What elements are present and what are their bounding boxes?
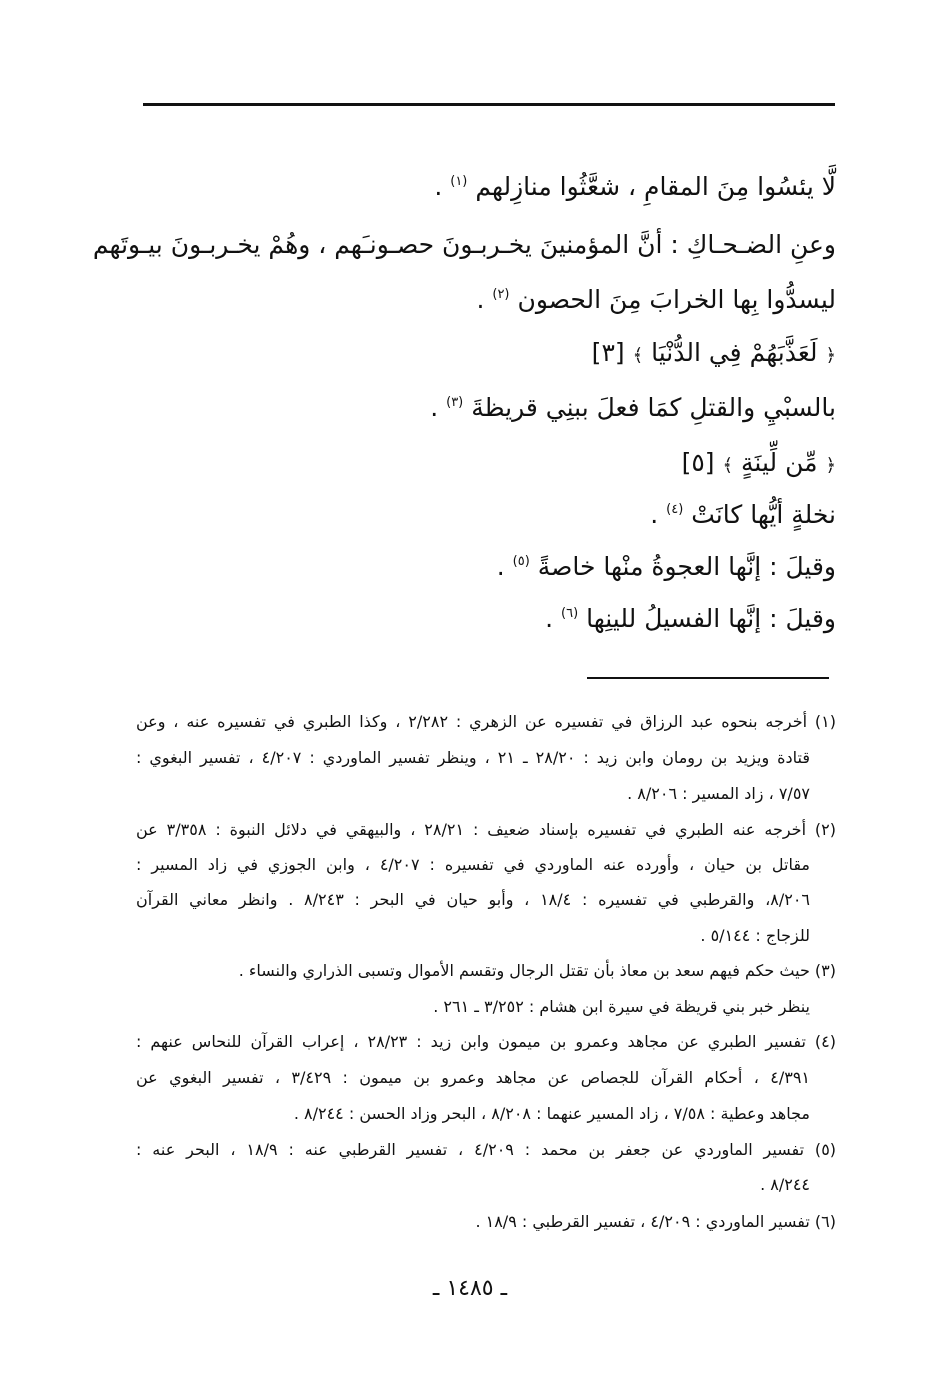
text: نخلةٍ أيُّها كانَتْ [691,500,836,529]
ornate-bracket-close: ﴾ [722,455,734,476]
footnote-2-line-4: للزجاج : ٥/١٤٤ . [700,926,810,945]
period: . [430,393,439,422]
text-line-9 [545,604,836,633]
verse-text: لَعَذَّبَهُمْ فِي الدُّنْيَا [651,338,818,367]
text: بالسبْيِ والقتلِ كمَا فعلَ ببنِي قريظةَ [471,393,836,422]
text-line-7 [650,500,836,529]
footnote-1-line-2: قتادة ويزيد بن رومان وابن زيد : ٢٨/٢٠ ـ ٢١ ، وينظر تفسير الماوردي : ٤/٢٠٧ ، تفسير البغوي : [136,748,811,767]
verse-text: مِّن لِّينَةٍ [741,448,818,477]
verse-number: [٣] [591,338,625,367]
period: . [496,552,505,581]
footnote-ref-1: (١) [450,174,468,189]
verse-number: [٥] [681,448,715,477]
footnote-4-line-2: ٤/٣٩١ ، أحكام القرآن للجصاص عن مجاهد وعمرو بن ميمون : ٣/٤٢٩ ، تفسير البغوي عن [136,1068,810,1087]
text-line-1 [434,172,836,201]
period: . [545,604,554,633]
footnote-4-line-3: مجاهد وعطية : ٧/٥٨ ، زاد المسير عنهما : ٨/٢٠٨ ، البحر وزاد الحسن : ٨/٢٤٤ . [293,1104,810,1123]
footnote-3-line-1: (٣) حيث حكم فيهم سعد بن معاذ بأن تقتل الرجال وتقسم الأموال وتسبى الذراري والنساء . [238,961,836,980]
verse-line-2 [682,448,836,477]
footnote-6-line-1: (٦) تفسير الماوردي : ٤/٢٠٩ ، تفسير القرطبي : ١٨/٩ . [475,1212,836,1231]
ornate-bracket-open: ﴿ [825,345,836,366]
period: . [476,285,485,314]
footnote-separator [587,677,829,679]
footnote-1-line-3: ٧/٥٧ ، زاد المسير : ٨/٢٠٦ . [627,784,810,803]
ornate-bracket-open: ﴿ [825,455,836,476]
footnote-ref-6: (٦) [561,606,579,621]
verse-line-1 [592,338,836,367]
footnote-ref-2: (٢) [492,287,510,302]
text-line-5 [430,393,836,422]
footnote-ref-4: (٤) [666,502,684,517]
footnote-3-line-2: ينظر خبر بني قريظة في سيرة ابن هشام : ٣/٢٥٢ ـ ٢٦١ . [433,997,810,1016]
period: . [434,172,443,201]
page-number: ـ ١٤٨٥ ـ [432,1276,508,1301]
footnote-2-line-3: ٨/٢٠٦، والقرطبي في تفسيره : ١٨/٤ ، وأبو حيان في البحر : ٨/٢٤٣ . وانظر معاني القرآن [136,890,810,909]
footnote-5-line-2: ٨/٢٤٤ . [760,1175,810,1194]
footnote-ref-5: (٥) [512,554,530,569]
period: . [650,500,659,529]
text-line-3 [476,285,836,314]
ornate-bracket-close: ﴾ [632,345,644,366]
footnote-ref-3: (٣) [446,395,464,410]
footnote-5-line-1: (٥) تفسير الماوردي عن جعفر بن محمد : ٤/٢٠٩ ، تفسير القرطبي عنه : ١٨/٩ ، البحر عنه : [136,1140,837,1159]
text: وقيلَ : إنَّها الفسيلُ للينِها [586,604,836,633]
text: لَّا يئسُوا مِنَ المقامِ ، شعَّثُوا منازِلهم [475,172,836,201]
footnote-4-line-1: (٤) تفسير الطبري عن مجاهد وعمرو بن ميمون وابن زيد : ٢٨/٢٣ ، إعراب القرآن للنحاس عنهم : [136,1032,837,1051]
text: ليسدُّوا بِها الخرابَ مِنَ الحصون [517,285,836,314]
text: وقيلَ : إنَّها العجوةُ منْها خاصةً [537,552,836,581]
footnote-2-line-1: (٢) أخرجه عنه الطبري في تفسيره بإسناد ضعيف : ٢٨/٢١ ، والبيهقي في دلائل النبوة : ٣/٣٥٨ عن [136,820,837,839]
header-rule [143,103,835,106]
footnote-1-line-1: (١) أخرجه بنحوه عبد الرزاق في تفسيره عن الزهري : ٢/٢٨٢ ، وكذا الطبري في تفسيره عنه ، وعن [136,712,836,731]
text-line-8 [497,552,836,581]
text-line-2: وعنِ الضـحـاكِ : أنَّ المؤمنينَ يخـربـونَ حصـونـَهم ، وهُمْ يخـربـونَ بيـوتَهم [92,230,836,259]
footnote-2-line-2: مقاتل بن حيان ، وأورده عنه الماوردي في تفسيره : ٤/٢٠٧ ، وابن الجوزي في زاد المسير : [136,855,810,874]
